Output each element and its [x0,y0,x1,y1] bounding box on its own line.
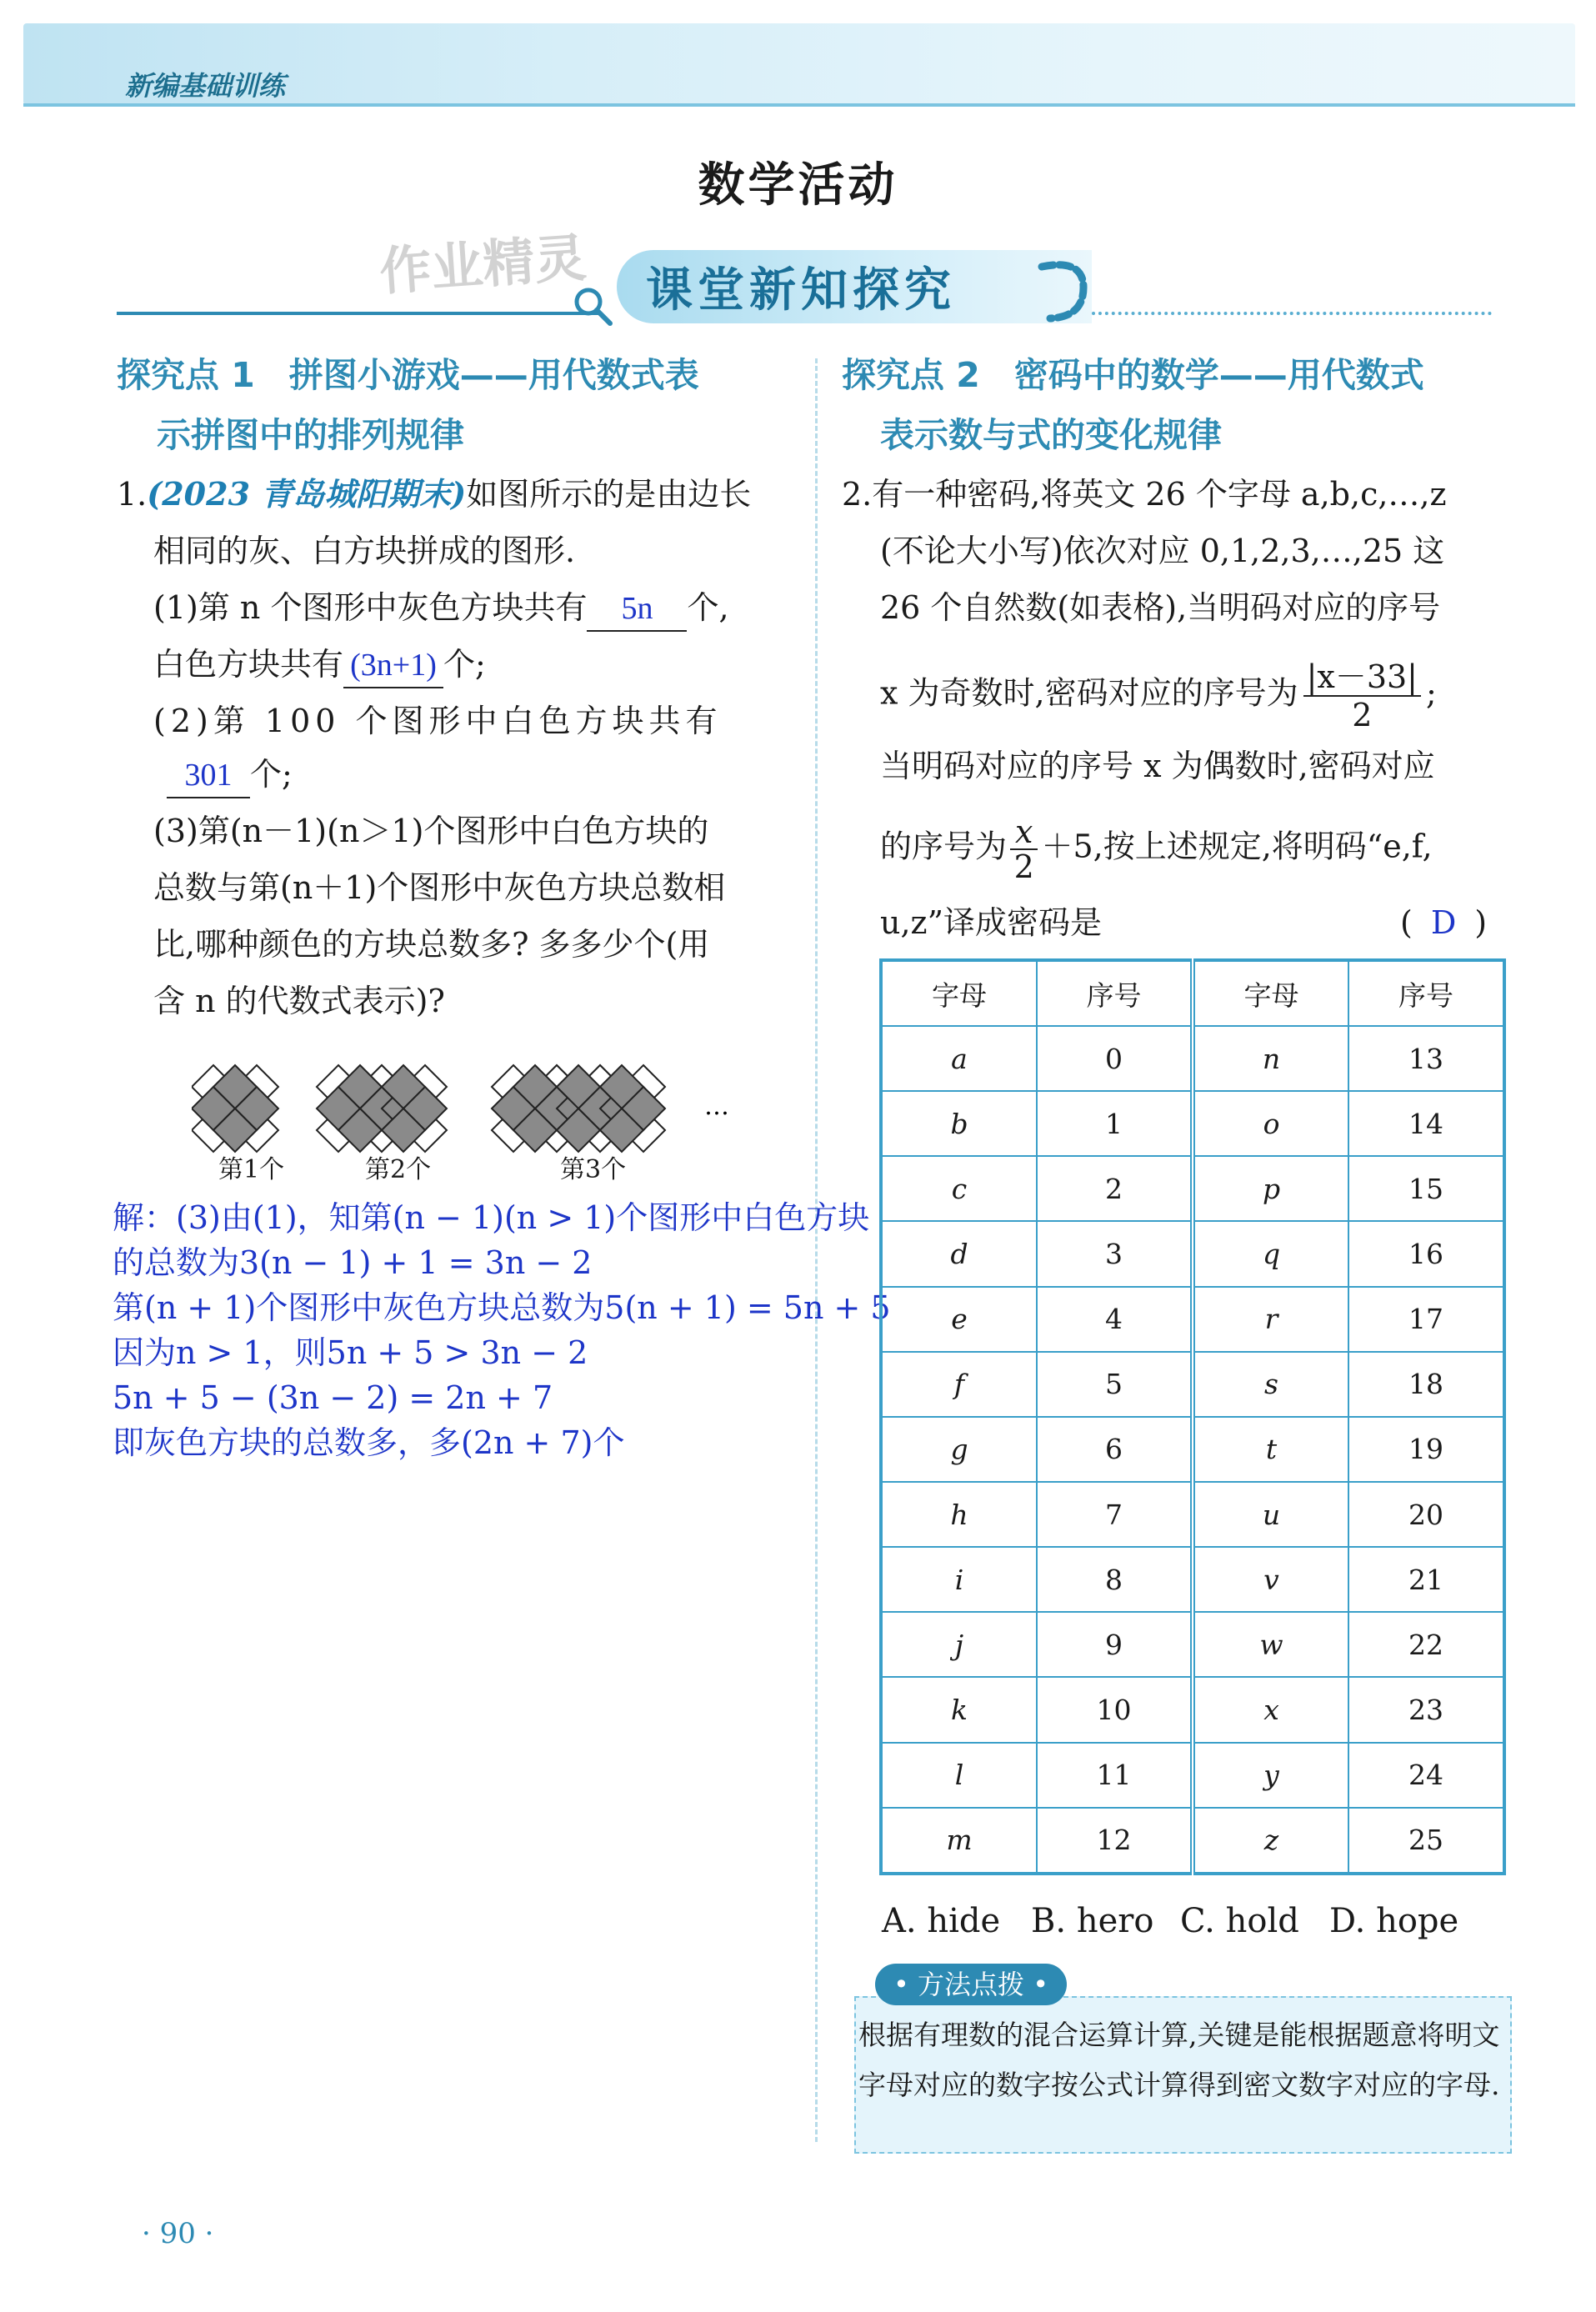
letter-cell: h [881,1482,1037,1547]
letter-cell: u [1193,1482,1348,1547]
number-cell: 19 [1348,1417,1504,1482]
left-heading-line2: 示拼图中的排列规律 [157,415,464,455]
number-cell: 16 [1348,1221,1504,1286]
q1-part1b-suffix: 个; [443,646,486,683]
table-row [881,1352,1504,1417]
number-cell: 0 [1037,1026,1193,1091]
q2-line7: u,z”译成密码是 [880,904,1103,941]
option-a: A. hide [882,1902,1001,1940]
table-row [881,1091,1504,1156]
table-row [881,1482,1504,1547]
number-cell: 9 [1037,1612,1193,1677]
letter-cell: t [1193,1417,1348,1482]
q1-stem-text: 如图所示的是由边长 [466,476,752,513]
banner-swirl-icon [1033,250,1100,325]
letter-cell: s [1193,1352,1348,1417]
letter-cell: n [1193,1026,1348,1091]
q1-stem-line1 [117,465,751,523]
q1-part2-answer-line [167,745,293,803]
q1-part3-line1: (3)第(n－1)(n＞1)个图形中白色方块的 [153,813,709,849]
fraction-abs [1303,658,1421,733]
solution-line-1: 解：(3)由(1)，知第(n − 1)(n > 1)个图形中白色方块 [113,1199,870,1236]
table-row [881,1026,1504,1091]
number-cell: 18 [1348,1352,1504,1417]
number-cell: 4 [1037,1287,1193,1352]
section-banner: 课堂新知探究 [646,263,956,318]
q1-part2-suffix: 个; [250,756,293,793]
option-c: C. hold [1180,1902,1299,1940]
number-cell: 11 [1037,1743,1193,1808]
table-row [881,1743,1504,1808]
figure-label-3: 第3个 [560,1155,627,1184]
q1-part3-line4: 含 n 的代数式表示)? [153,983,445,1019]
method-text: 根据有理数的混合运算计算,关键是能根据题意将明文字母对应的数字按公式计算得到密文数字对应的字母. [858,2019,1500,2101]
number-cell: 5 [1037,1352,1193,1417]
letter-number-table [879,958,1506,1875]
letter-cell: e [881,1287,1037,1352]
q2-line1: 2.有一种密码,将英文 26 个字母 a,b,c,…,z [842,476,1447,513]
watermark: 作业精灵 [378,227,588,303]
number-cell: 10 [1037,1677,1193,1742]
number-cell: 8 [1037,1547,1193,1612]
header-number-2: 序号 [1348,960,1504,1026]
table-header-row [881,960,1504,1026]
number-cell: 24 [1348,1743,1504,1808]
letter-cell: o [1193,1091,1348,1156]
header-letter-1: 字母 [881,960,1037,1026]
number-cell: 17 [1348,1287,1504,1352]
letter-cell: f [881,1352,1037,1417]
number-cell: 6 [1037,1417,1193,1482]
figure-ellipsis: … [704,1092,729,1121]
q2-line6-prefix: 的序号为 [880,828,1008,865]
method-tag: • 方法点拨 • [875,1964,1067,2005]
q1-part3-line2: 总数与第(n＋1)个图形中灰色方块总数相 [153,869,726,906]
page-title: 数学活动 [698,158,898,213]
letter-cell: m [881,1808,1037,1874]
table-row [881,1156,1504,1221]
fraction-half-denominator: 2 [1013,848,1034,885]
letter-cell: q [1193,1221,1348,1286]
q2-line5: 当明码对应的序号 x 为偶数时,密码对应 [880,748,1435,784]
letter-cell: g [881,1417,1037,1482]
q1-part2-answer: 301 [167,753,250,798]
number-cell: 23 [1348,1677,1504,1742]
q2-line4 [880,658,1437,733]
q1-source: (2023 青岛城阳期末) [147,475,467,513]
fraction-half-numerator: x [1010,815,1038,850]
number-cell: 1 [1037,1091,1193,1156]
letter-cell: i [881,1547,1037,1612]
q1-part1b-prefix: 白色方块共有 [153,646,344,683]
letter-cell: j [881,1612,1037,1677]
solution-line-2: 的总数为3(n − 1) + 1 = 3n − 2 [113,1244,593,1281]
number-cell: 22 [1348,1612,1504,1677]
number-cell: 12 [1037,1808,1193,1874]
q2-answer-bracket [1400,893,1487,952]
header-number-1: 序号 [1037,960,1193,1026]
solution-line-3: 第(n + 1)个图形中灰色方块总数为5(n + 1) = 5n + 5 [113,1289,891,1326]
q2-line4-suffix: ; [1425,674,1437,712]
table-row [881,1221,1504,1286]
letter-cell: y [1193,1743,1348,1808]
q2-line6 [880,815,1433,883]
q1-number: 1. [117,476,148,513]
letter-cell: v [1193,1547,1348,1612]
letter-cell: p [1193,1156,1348,1221]
number-cell: 25 [1348,1808,1504,1874]
magnifier-icon [567,280,617,330]
table-row [881,1677,1504,1742]
number-cell: 2 [1037,1156,1193,1221]
number-cell: 13 [1348,1026,1504,1091]
fraction-half [1010,815,1038,883]
number-cell: 7 [1037,1482,1193,1547]
header-label: 新编基础训练 [125,70,286,102]
number-cell: 21 [1348,1547,1504,1612]
q1-stem-line2: 相同的灰、白方块拼成的图形. [153,533,576,569]
column-divider [815,358,818,2142]
q1-part1-suffix: 个, [687,589,729,626]
right-heading-line1: 探究点 2 密码中的数学——用代数式 [842,355,1424,395]
q1-part3-line3: 比,哪种颜色的方块总数多? 多多少个(用 [153,926,710,963]
fraction-abs-denominator: 2 [1352,697,1373,733]
table-row [881,1612,1504,1677]
letter-cell: c [881,1156,1037,1221]
header-rule [23,103,1575,107]
letter-cell: r [1193,1287,1348,1352]
bracket-open: ( [1400,904,1413,941]
table-row [881,1547,1504,1612]
header-letter-2: 字母 [1193,960,1348,1026]
right-heading-line2: 表示数与式的变化规律 [880,415,1222,455]
option-b: B. hero [1031,1902,1154,1940]
letter-cell: x [1193,1677,1348,1742]
letter-cell: k [881,1677,1037,1742]
letter-cell: a [881,1026,1037,1091]
table-row [881,1417,1504,1482]
q2-line6-suffix: ＋5,按上述规定,将明码“e,f, [1041,828,1433,865]
solution-line-4: 因为n > 1，则5n + 5 > 3n − 2 [113,1334,588,1371]
solution-line-6: 即灰色方块的总数多，多(2n + 7)个 [113,1424,625,1461]
figure-label-2: 第2个 [365,1155,432,1184]
q1-part1b-answer: (3n+1) [343,643,443,688]
number-cell: 20 [1348,1482,1504,1547]
letter-cell: b [881,1091,1037,1156]
letter-cell: w [1193,1612,1348,1677]
q2-line3: 26 个自然数(如表格),当明码对应的序号 [880,589,1441,626]
letter-cell: d [881,1221,1037,1286]
q2-line2: (不论大小写)依次对应 0,1,2,3,…,25 这 [880,533,1445,569]
bracket-close: ) [1474,904,1488,941]
q2-line4-prefix: x 为奇数时,密码对应的序号为 [880,674,1298,712]
letter-cell: l [881,1743,1037,1808]
letter-cell: z [1193,1808,1348,1874]
number-cell: 15 [1348,1156,1504,1221]
banner-line-right [1092,312,1492,315]
table-row [881,1808,1504,1874]
number-cell: 14 [1348,1091,1504,1156]
q1-part1-answer: 5n [587,587,687,632]
left-heading-line1: 探究点 1 拼图小游戏——用代数式表 [117,355,699,395]
q2-answer: D [1430,904,1457,941]
figure-label-1: 第1个 [218,1155,285,1184]
page-number: · 90 · [142,2217,214,2250]
option-d: D. hope [1329,1902,1459,1940]
q1-part1b [153,635,486,693]
table-row [881,1287,1504,1352]
solution-line-5: 5n + 5 − (3n − 2) = 2n + 7 [113,1379,553,1416]
number-cell: 3 [1037,1221,1193,1286]
q1-part2: (2)第 100 个图形中白色方块共有 [153,703,723,739]
fraction-abs-numerator: |x－33| [1303,658,1421,697]
q1-part1-prefix: (1)第 n 个图形中灰色方块共有 [153,589,588,626]
q1-part1 [153,578,729,637]
banner-line-left [117,312,600,315]
